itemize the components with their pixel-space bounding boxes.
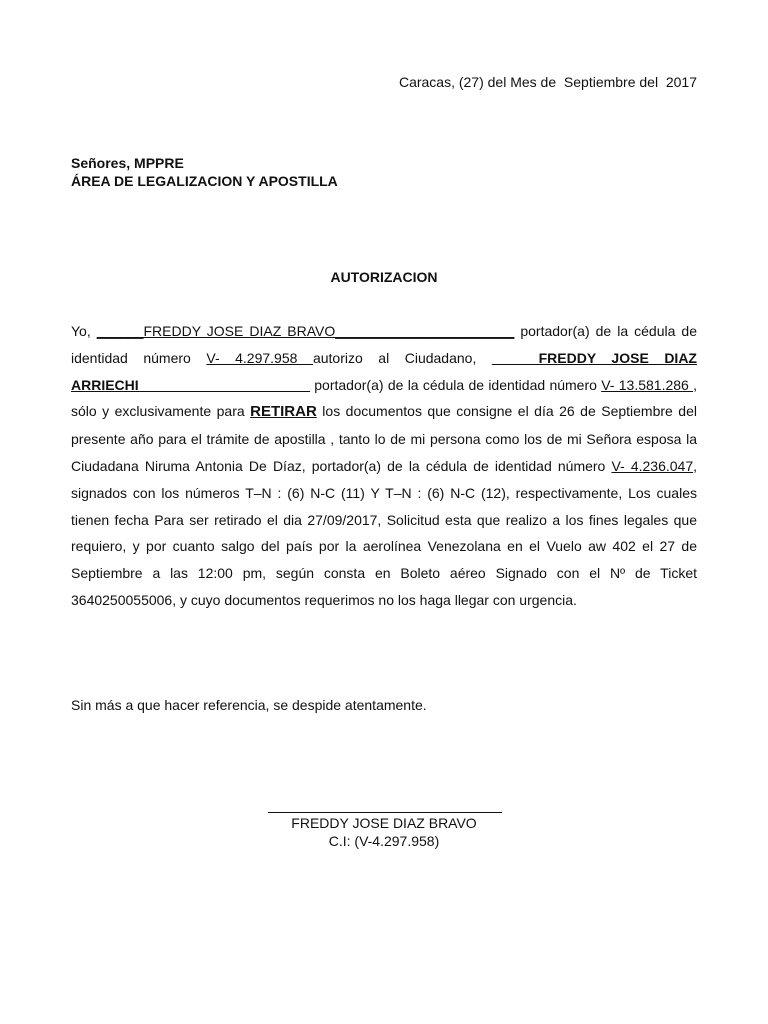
action-word: RETIRAR xyxy=(250,403,317,421)
closing-line: Sin más a que hacer referencia, se despide atentamente. xyxy=(71,697,427,713)
signature-name: FREDDY JOSE DIAZ BRAVO xyxy=(291,815,477,831)
body-text-portador-2: portador(a) de la cédula de identidad número xyxy=(309,376,602,393)
addressee-block xyxy=(71,154,338,190)
signature-block xyxy=(0,800,768,850)
body-text-solo: sólo y exclusivamente para xyxy=(71,403,251,420)
body-paragraph xyxy=(71,318,697,614)
body-text-yo: Yo, xyxy=(71,323,97,339)
addressee-line-2: ÁREA DE LEGALIZACION Y APOSTILLA xyxy=(71,173,338,189)
signature-id: C.I: (V-4.297.958) xyxy=(328,833,440,849)
authorized-id: V- 13.581.286 , xyxy=(601,376,698,393)
body-text-portador-1: portador(a) de la cédula de identidad número xyxy=(71,323,697,366)
date-line: Caracas, (27) del Mes de Septiembre del 2017 xyxy=(398,74,697,90)
body-text-rest-1: los documentos que consigne el día 26 de Septiembre del presente año para el trámite de apostilla , tanto lo de mi persona como los de mi Señora esposa la Ciudadana Niruma Antonia De Díaz, portador(a) de la cédula de identidad número xyxy=(71,403,697,474)
document-title: AUTORIZACION xyxy=(330,269,438,285)
addressee-line-1: Señores, MPPRE xyxy=(71,155,184,171)
authorizer-id: V- 4.297.958 xyxy=(206,349,313,366)
authorizer-name: ______FREDDY JOSE DIAZ BRAVO_______________________ xyxy=(96,323,515,339)
spouse-id: V- 4.236.047 xyxy=(611,457,694,474)
body-text-rest-2: , signados con los números T–N : (6) N-C (11) Y T–N : (6) N-C (12), respectivamente, Los cuales tienen fecha Para ser retirado el dia 27/09/2017, Solicitud esta que realizo a los fines legales que requiero, y por cuanto salgo del país por la aerolínea Venezolana en el Vuelo aw 402 el 27 de Septiembre a las 12:00 pm, según consta en Boleto aéreo Signado con el Nº de Ticket 3640250055006, y cuyo documentos requerimos no los haga llegar con urgencia. xyxy=(71,457,697,608)
signature-line xyxy=(268,812,502,813)
body-text-autorizo: autorizo al Ciudadano, xyxy=(312,349,492,366)
authorized-name: ______FREDDY JOSE DIAZ ARRIECHI______________________ xyxy=(71,349,697,393)
